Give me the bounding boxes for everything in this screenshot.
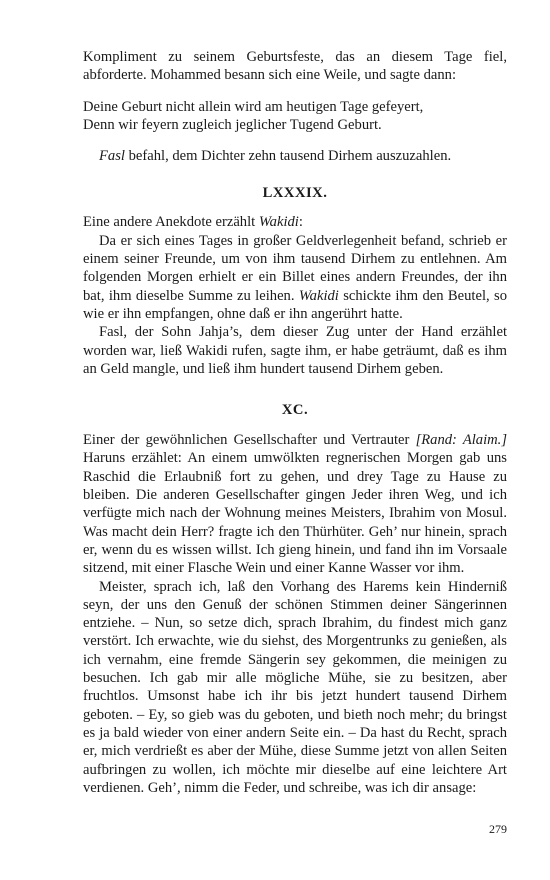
- paragraph-fasl: [83, 147, 507, 165]
- verse-couplet: Deine Geburt nicht allein wird am heutigen Tage gefeyert, Denn wir feyern zugleich jeglicher Tugend Geburt.: [83, 98, 424, 133]
- paragraph-lxxxix-2: Fasl, der Sohn Jahja’s, dem dieser Zug unter der Hand erzählet worden war, ließ Wakidi rufen, sagte ihm, er habe geträumt, daß es ihm an Geld mangle, und ließ ihm hundert tausend Dirhem geben.: [83, 324, 507, 377]
- page-body: [83, 48, 507, 797]
- fasl-name: Fasl: [99, 148, 125, 165]
- lx-p1-text-b: schickte ihm den Beutel, so wie er ihn empfangen, ohne daß er ihn angerührt hatte.: [83, 287, 507, 322]
- lx-p1-name: Wakidi: [298, 287, 339, 304]
- xc-p1-text-a: Einer der gewöhnlichen Gesellschafter und Vertrauter: [83, 432, 416, 449]
- intro-name: Wakidi: [258, 214, 299, 231]
- intro-colon: :: [298, 214, 303, 231]
- page-number: 279: [489, 822, 507, 836]
- intro-text: Eine andere Anekdote erzählt: [83, 214, 259, 231]
- margin-note: [Rand: Alaim.]: [415, 432, 508, 449]
- xc-p1-text-b: Haruns erzählet: An einem umwölkten regnerischen Morgen gab uns Raschid die Erlaubniß fort zu gehen, und drey Tage zu Hause zu bleiben. Die anderen Gesellschafter gingen Jeder ihren Weg, und ich verfügte mich nach der Wohnung meines Meisters, Ibrahim von Mosul. Was macht dein Herr? fragte ich den Thürhüter. Geh’ nur hinein, sprach er, wenn du es wissen willst. Ich gieng hinein, und fand ihn im Vorsaale sitzend, mit einer Flasche Wein und einer Kanne Wasser vor ihm.: [83, 450, 507, 577]
- section-heading-xc: XC.: [281, 402, 309, 419]
- paragraph-xc-1: [83, 431, 507, 577]
- paragraph-xc-2: Meister, sprach ich, laß den Vorhang des Harems kein Hinderniß seyn, der uns den Genuß der schönen Stimmen deiner Sängerinnen entziehe. – Nun, so setze dich, sprach Ibrahim, du findest mich ganz verstört. Ich erwachte, wie du siehst, des Morgentrunks zu genießen, als ich vernahm, eine fremde Sängerin sey gekommen, die meinigen zu besuchen. Ich gab mir alle mögliche Mühe, sie zu besitzen, aber fruchtlos. Umsonst habe ich ihr bis jetzt hundert tausend Dirhem geboten. – Ey, so gieb was du geboten, und bieth noch mehr; du bringst es ja bald wieder von einer andern Seite ein. – Da hast du Recht, sprach er, mich verdrießt es aber der Mühe, diese Summe jetzt von allen Seiten aufbringen zu wollen, ich möchte mir dieselbe auf eine leichtere Art verdienen. Geh’, nimm die Feder, und schreibe, was ich dir ansage:: [83, 578, 507, 796]
- lx-p1-text-a: Da er sich eines Tages in großer Geldverlegenheit befand, schrieb er einem seiner Freunde, um von ihm tausend Dirhem zu entlehnen. Am folgenden Morgen erhielt er ein Billet eines andern Freundes, der ihn bat, ihm dieselbe Summe zu leihen.: [83, 232, 507, 304]
- fasl-text: befahl, dem Dichter zehn tausend Dirhem auszuzahlen.: [124, 148, 452, 165]
- paragraph-continuation: Kompliment zu seinem Geburtsfeste, das an diesem Tage fiel, abforderte. Mohammed besann sich eine Weile, und sagte dann:: [83, 49, 507, 84]
- paragraph-lxxxix-1: [83, 232, 507, 323]
- paragraph-lxxxix-intro: [83, 213, 507, 231]
- section-heading-lxxxix: LXXXIX.: [262, 185, 328, 202]
